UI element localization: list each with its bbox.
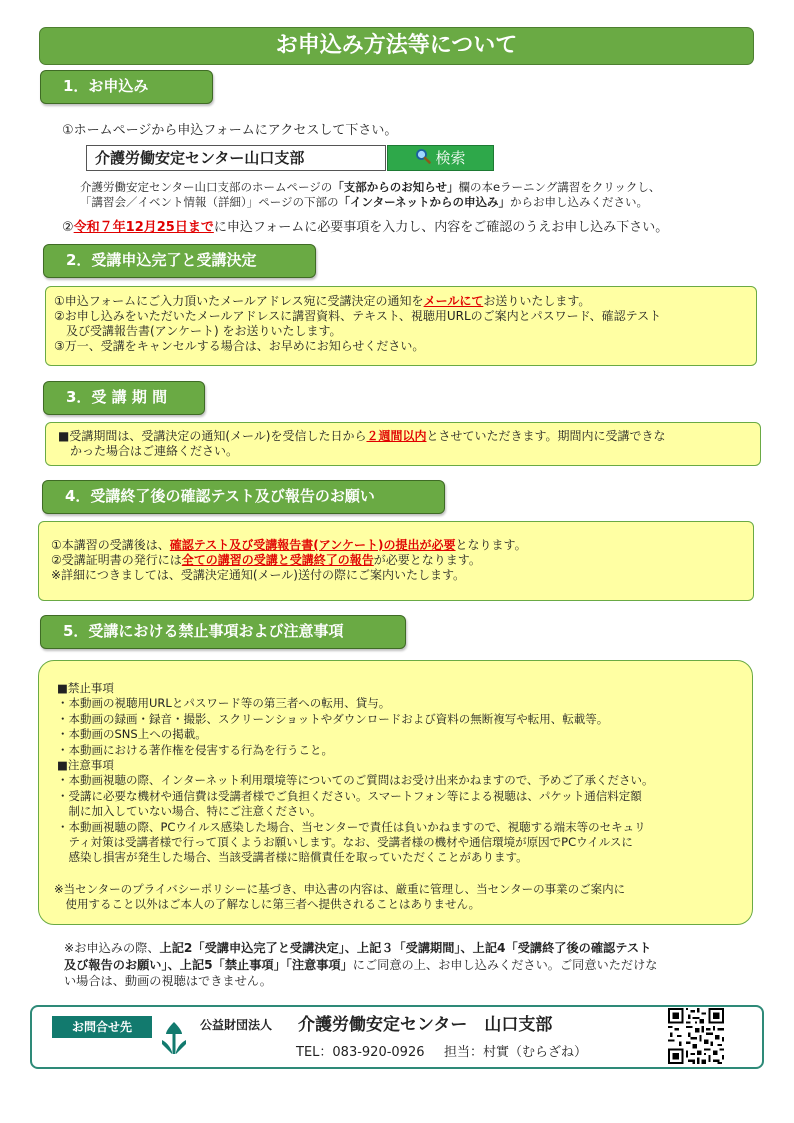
section-3-line1 — [58, 429, 760, 444]
section-1-step2 — [62, 216, 668, 235]
contact-label: お問合せ先 — [52, 1016, 152, 1038]
s5-line: ■注意事項 — [57, 758, 114, 773]
s5-line: ・本動画の視聴用URLとパスワード等の第三者への転用、貸与。 — [57, 696, 391, 711]
s5-line: ティ対策は受講者様で行って頂くようお願いします。なお、受講者様の機材や通信環境が原因でPCウイルスに — [57, 835, 633, 850]
desc2-text-c: からお申し込みください。 — [510, 195, 648, 209]
s4-l2-c: が必要となります。 — [373, 553, 481, 567]
search-icon — [415, 147, 431, 171]
desc1-text-a: 介護労働安定センター山口支部のホームページの — [80, 180, 333, 194]
s2-l1-c: お送りいたします。 — [483, 294, 591, 308]
s2-l1-email: メールにて — [423, 294, 484, 308]
contact-tel: TEL：083-920-0926 — [296, 1045, 425, 1060]
desc2-text-a: 「講習会／イベント情報（詳細）」ページの下部の — [80, 195, 339, 209]
s5-line: ・本動画視聴の際、インターネット利用環境等についてのご質問はお受け出来かねますので、予めご了承ください。 — [57, 773, 654, 788]
s5-line: ・本動画の録画・録音・撮影、スクリーンショットやダウンロードおよび資料の無断複写や転用、転載等。 — [57, 711, 609, 726]
section-4-line2 — [51, 553, 753, 568]
s4-l1-c: となります。 — [455, 538, 527, 552]
s5-line: ・本動画における著作権を侵害する行為を行うこと。 — [57, 742, 333, 757]
note-l1-a: ※お申込みの際、 — [64, 941, 160, 955]
note-l1-b: 上記2「受講申込完了と受講決定」、上記３「受講期間」、上記4「受講終了後の確認テスト — [159, 941, 652, 955]
search-input[interactable]: 介護労働安定センター山口支部 — [86, 145, 386, 171]
s4-l2-a: ②受講証明書の発行には — [51, 553, 182, 567]
section-4-line3: ※詳細につきましては、受講決定通知(メール)送付の際にご案内いたします。 — [51, 568, 465, 582]
s4-l1-required: 確認テスト及び受講報告書(アンケート)の提出が必要 — [169, 538, 456, 552]
s2-l1-a: ①申込フォームにご入力頂いたメールアドレス宛に受講決定の通知を — [54, 294, 424, 308]
s4-l2-required: 全ての講習の受講と受講終了の報告 — [181, 553, 374, 567]
step2-text: に申込フォームに必要事項を入力し、内容をご確認のうえお申し込み下さい。 — [213, 220, 669, 235]
section-4-line1 — [51, 538, 753, 553]
center-logo-icon — [160, 1020, 188, 1060]
search-button-label: 検索 — [435, 149, 466, 167]
section-1-step1: ①ホームページから申込フォームにアクセスして下さい。 — [62, 123, 398, 138]
section-2-line4: ③万一、受講をキャンセルする場合は、お早めにお知らせください。 — [54, 339, 425, 353]
section-2-box — [45, 286, 757, 366]
s5-line: ・受講に必要な機材や通信費は受講者様でご負担ください。スマートフォン等による視聴は、パケット通信料定額 — [57, 788, 642, 803]
step2-num: ② — [62, 220, 74, 235]
desc2-link-apply: 「インターネットからの申込み」 — [338, 195, 510, 209]
s5-line: ・本動画のSNS上への掲載。 — [57, 727, 207, 742]
desc1-text-c: 欄の本eラーニング講習をクリックし、 — [458, 180, 661, 194]
s5-privacy-line1: ※当センターのプライバシーポリシーに基づき、申込書の内容は、厳重に管理し、当センターの事業のご案内に — [54, 881, 626, 896]
consent-note — [64, 940, 744, 990]
section-3-box — [45, 422, 761, 466]
section-2-heading: 2．受講申込完了と受講決定 — [43, 244, 316, 278]
desc1-link-notice: 「支部からのお知らせ」 — [332, 180, 459, 194]
page-title: お申込み方法等について — [39, 27, 754, 65]
note-l3: い場合は、動画の視聴はできません。 — [64, 974, 272, 988]
s5-privacy-line2: 使用すること以外はご本人の了解なしに第三者へ提供されることはありません。 — [54, 897, 481, 912]
s5-line: ■禁止事項 — [57, 681, 114, 695]
section-1-desc-line1 — [80, 179, 660, 195]
step2-deadline: 令和７年12月25日まで — [73, 220, 214, 235]
section-3-line2: かった場合はご連絡ください。 — [58, 444, 239, 458]
section-4-box — [38, 521, 754, 601]
section-1-desc-line2 — [80, 194, 648, 210]
s5-line: 制に加入していない場合、特にご注意ください。 — [57, 804, 322, 819]
section-2-line1 — [54, 294, 756, 309]
section-1-heading: 1．お申込み — [40, 70, 213, 104]
note-l2-a: 及び報告のお願い」、上記5「禁止事項」「注意事項」 — [64, 957, 353, 972]
s3-l1-a: ■受講期間は、受講決定の通知(メール)を受信した日から — [58, 429, 367, 443]
section-2-line2: ②お申し込みをいただいたメールアドレスに講習資料、テキスト、視聴用URLのご案内とパスワード、確認テスト — [54, 309, 662, 323]
s5-line: 感染し損害が発生した場合、当該受講者様に賠償責任を取っていただくことがあります。 — [57, 850, 528, 865]
qr-code-icon — [668, 1008, 724, 1064]
org-type: 公益財団法人 — [200, 1018, 273, 1032]
s3-l1-period: ２週間以内 — [366, 429, 427, 443]
org-name: 介護労働安定センター 山口支部 — [298, 1015, 553, 1035]
section-3-heading: 3．受 講 期 間 — [43, 381, 205, 415]
search-button[interactable] — [387, 145, 494, 171]
section-5-heading: 5．受講における禁止事項および注意事項 — [40, 615, 406, 649]
s5-line: ・本動画視聴の際、PCウイルス感染した場合、当センターで責任は負いかねますので、視聴する端末等のセキュリ — [57, 819, 646, 834]
s4-l1-a: ①本講習の受講後は、 — [51, 538, 170, 552]
section-4-heading: 4．受講終了後の確認テスト及び報告のお願い — [42, 480, 445, 514]
section-2-line3: 及び受講報告書(アンケート) をお送りいたします。 — [54, 324, 342, 338]
s3-l1-c: とさせていただきます。期間内に受講できな — [426, 429, 666, 443]
contact-person: 担当：村實（むらざね） — [444, 1045, 588, 1060]
section-5-box — [38, 660, 753, 925]
note-l2-b: にご同意の上、お申し込みください。ご同意いただけな — [352, 957, 658, 972]
